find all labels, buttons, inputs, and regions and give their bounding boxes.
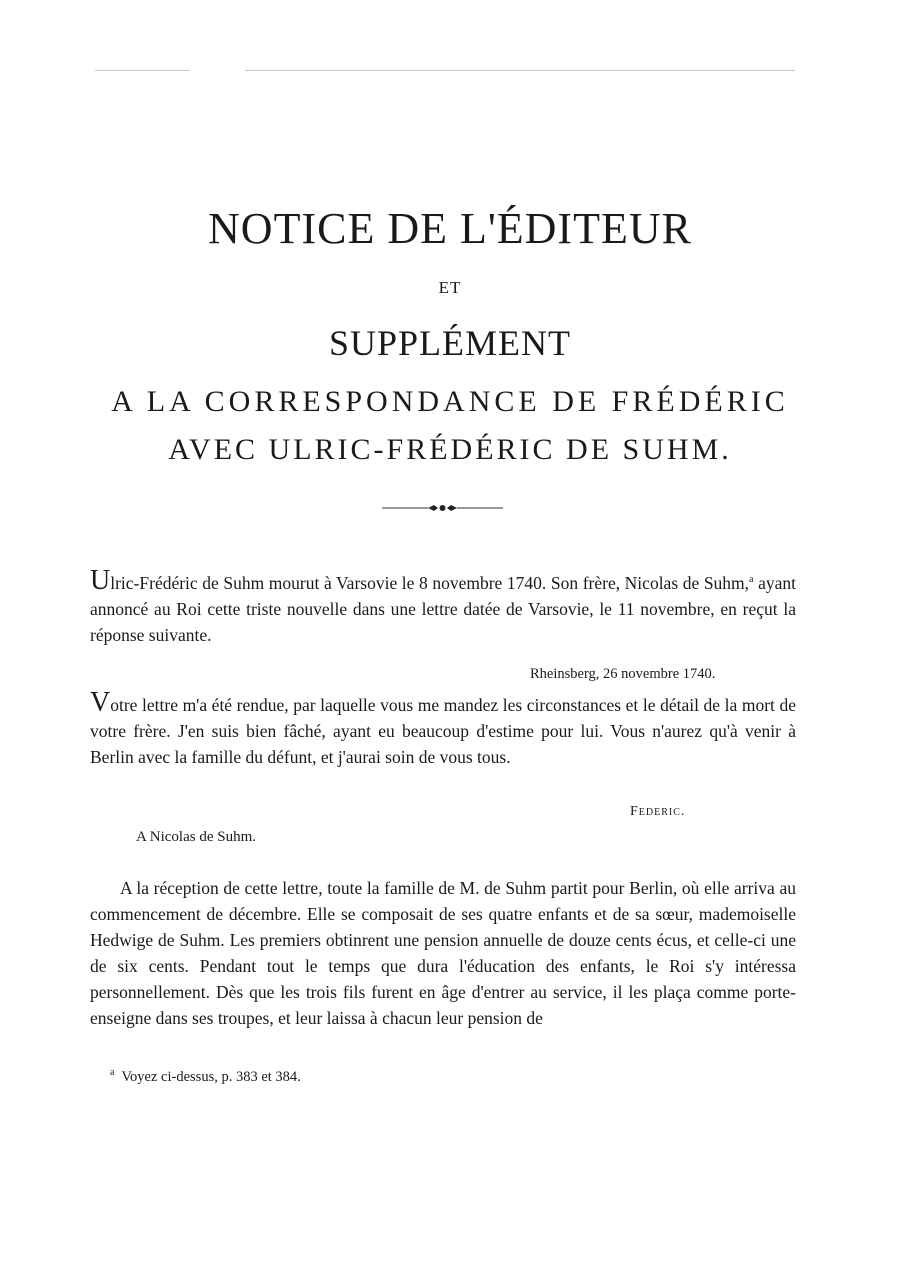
intro-note-marker: a [749, 574, 754, 585]
intro-text-end: ayant annoncé au Roi cette triste nouvelle dans une lettre datée de Varsovie, le 11 novembre, en reçut la réponse suivante. [90, 572, 796, 645]
intro-paragraph [90, 564, 796, 648]
letter-recipient: A Nicolas de Suhm. [136, 829, 256, 845]
footnote-text: Voyez ci-dessus, p. 383 et 384. [121, 1068, 301, 1085]
header-rule-left [95, 70, 190, 71]
subtitle-line-1: A LA CORRESPONDANCE DE FRÉDÉRIC [111, 385, 789, 418]
signature-text: Federic. [630, 804, 686, 819]
letter-dateline: Rheinsberg, 26 novembre 1740. [530, 666, 716, 682]
subtitle-supplement: SUPPLÉMENT [328, 323, 572, 363]
intro-dropcap: U [90, 564, 111, 596]
subtitle-line-2: AVEC ULRIC-FRÉDÉRIC DE SUHM. [168, 433, 732, 466]
letter-dropcap: V [90, 687, 111, 718]
intro-text-start: lric-Frédéric de Suhm mourut à Varsovie le 8 novembre 1740. Son frère, Nicolas de Suhm, [110, 572, 750, 593]
footnote [110, 1067, 301, 1086]
header-rule-right [245, 70, 795, 71]
footnote-marker: a [110, 1067, 115, 1078]
letter-signature [630, 804, 685, 820]
letter-paragraph [90, 687, 796, 770]
letter-body: otre lettre m'a été rendue, par laquelle vous me mandez les circonstances et le détail de la mort de votre frère. J'en suis bien fâché, ayant eu beaucoup d'estime pour lui. Vous n'aurez qu'à venir à Berlin avec la famille du défunt, et j'aurai soin de vous tous. [90, 695, 796, 767]
title-conjunction: ET [438, 278, 462, 297]
page-title: NOTICE DE L'ÉDITEUR [208, 204, 692, 253]
ornament-divider-icon [380, 500, 505, 516]
narrative-paragraph: A la réception de cette lettre, toute la famille de M. de Suhm partit pour Berlin, où elle arriva au commencement de décembre. Elle se composait de ses quatre enfants et de sa sœur, mademoiselle Hedwige de Suhm. Les premiers obtinrent une pension annuelle de douze cents écus, et celle-ci une de six cents. Pendant tout le temps que dura l'éducation des enfants, le Roi s'y intéressa personnellement. Dès que les trois fils furent en âge d'entrer au service, il les plaça comme porte-enseigne dans ses troupes, et leur laissa à chacun leur pension de [90, 878, 796, 1028]
